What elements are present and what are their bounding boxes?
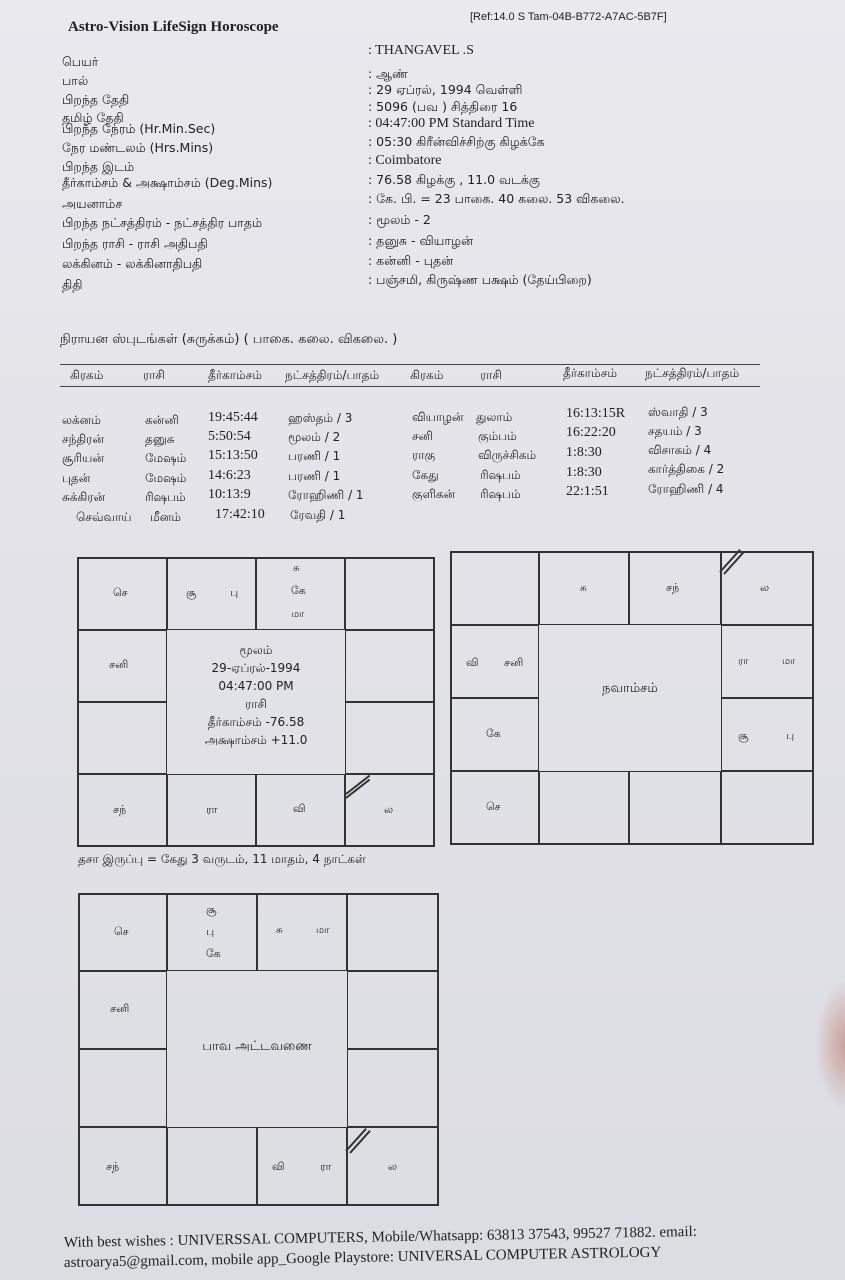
col-header: ராசி [143, 368, 165, 382]
star-cell: ரேவதி / 1 [290, 508, 346, 522]
detail-label: லக்கினம் - லக்கினாதிபதி [62, 256, 203, 271]
detail-label: பிறந்த ராசி - ராசி அதிபதி [62, 236, 208, 251]
detail-label: பிறந்த தேதி [62, 92, 130, 107]
rasi-house-4 [345, 558, 434, 630]
planet-label: ரா [738, 656, 749, 667]
planet-label: ல [760, 581, 770, 594]
navamsa-house-1 [451, 552, 539, 625]
planet-label: மா [782, 656, 796, 667]
planet-label: வி [272, 1160, 285, 1173]
col-header: தீர்காம்சம் [563, 366, 617, 380]
bhava-house-5 [79, 971, 167, 1049]
planet-label: வி [293, 802, 306, 815]
longitude-cell: 5:50:54 [208, 429, 251, 444]
planet-label: சந் [666, 581, 680, 594]
reference-code: [Ref:14.0 S Tam-04B-B772-A7AC-5B7F] [470, 11, 667, 23]
planet-label: சூ [186, 586, 197, 599]
longitude-cell: 19:45:44 [208, 410, 258, 425]
ascendant-marker [719, 549, 741, 573]
sign-cell: ரிஷபம் [145, 490, 186, 504]
planet-label: வி [466, 656, 479, 669]
navamsa-house-2 [539, 552, 629, 625]
star-cell: பரணி / 1 [288, 469, 341, 483]
planet-label: சு [580, 583, 587, 594]
brand-title: Astro-Vision LifeSign Horoscope [68, 19, 279, 35]
navamsa-house-12 [721, 771, 813, 844]
sign-cell: தனுசு [145, 432, 175, 446]
detail-value: : Coimbatore [368, 153, 442, 168]
navamsa-house-10 [539, 771, 629, 844]
planet-label: ல [384, 803, 394, 816]
detail-label: பால் [62, 73, 89, 88]
bhava-house-9 [79, 1127, 167, 1205]
bhava-house-11 [257, 1127, 347, 1205]
star-cell: சதயம் / 3 [648, 424, 702, 438]
longitude-cell: 1:8:30 [566, 465, 602, 480]
footer-line-2: astroarya5@gmail.com, mobile app_Google Playstore: UNIVERSAL COMPUTER ASTROLOGY [63, 1244, 662, 1271]
detail-label: பிறந்த நேரம் (Hr.Min.Sec) [62, 121, 216, 136]
star-cell: ரோஹிணி / 4 [648, 482, 724, 496]
table-top-rule [60, 364, 760, 365]
planet-cell: சுக்கிரன் [62, 490, 106, 504]
star-cell: மூலம் / 2 [288, 430, 341, 444]
sign-cell: மேஷம் [145, 471, 187, 485]
planet-label: பு [230, 586, 239, 599]
bhava-house-12 [347, 1127, 438, 1205]
planet-label: ல [388, 1160, 398, 1173]
detail-label: பெயர் [62, 54, 99, 69]
bhava-house-4 [347, 894, 438, 971]
rasi-house-6 [345, 630, 434, 702]
detail-value: : THANGAVEL .S [368, 43, 474, 58]
center-line: ராசி [245, 697, 267, 711]
col-header: நட்சத்திரம்/பாதம் [645, 366, 740, 380]
detail-label: தமிழ் தேதி [62, 110, 124, 125]
star-cell: ஸ்வாதி / 3 [648, 405, 708, 419]
detail-label: தீர்காம்சம் & அக்ஷாம்சம் (Deg.Mins) [62, 175, 273, 190]
rasi-house-8 [345, 702, 434, 774]
sign-cell: விருச்சிகம் [478, 448, 537, 462]
rasi-chart [77, 557, 435, 847]
center-line: அக்ஷாம்சம் +11.0 [204, 733, 308, 747]
finger-shadow [815, 980, 845, 1110]
detail-value: : 76.58 கிழக்கு , 11.0 வடக்கு [368, 172, 540, 187]
planet-cell: குளிகன் [412, 487, 456, 501]
navamsa-house-7 [451, 698, 539, 771]
rasi-house-10 [167, 774, 256, 846]
rasi-house-11 [256, 774, 345, 846]
planet-label: பு [206, 925, 215, 938]
navamsa-center-title: நவாம்சம் [602, 681, 658, 696]
longitude-cell: 15:13:50 [208, 448, 258, 463]
sign-cell: துலாம் [476, 410, 513, 424]
planet-label: சூ [206, 903, 217, 916]
rasi-house-5 [78, 630, 167, 702]
planet-label: சு [293, 563, 300, 574]
sign-cell: கும்பம் [478, 429, 517, 443]
sign-cell: மேஷம் [145, 451, 187, 465]
planet-label: செ [113, 586, 128, 599]
planet-label: ரா [320, 1160, 332, 1173]
center-line: 04:47:00 PM [218, 679, 294, 693]
planet-label: சனி [504, 656, 524, 669]
bhava-chart [78, 893, 439, 1206]
center-line: 29-ஏப்ரல்-1994 [211, 661, 301, 675]
navamsa-house-11 [629, 771, 721, 844]
navamsa-house-3 [629, 552, 721, 625]
detail-value: : கன்னி - புதன் [368, 253, 454, 268]
planet-label: சு [276, 925, 283, 936]
detail-label: பிறந்த நட்சத்திரம் - நட்சத்திர பாதம் [62, 215, 263, 230]
longitude-cell: 16:13:15R [566, 406, 626, 421]
planet-label: செ [114, 925, 129, 938]
col-header: ராசி [480, 368, 502, 382]
detail-label: திதி [62, 277, 83, 292]
bhava-house-1 [79, 894, 167, 971]
longitude-cell: 22:1:51 [566, 484, 609, 499]
star-cell: கார்த்திகை / 2 [648, 462, 725, 476]
bhava-center-title: பாவ அட்டவணை [202, 1039, 312, 1054]
detail-label: நேர மண்டலம் (Hrs.Mins) [62, 140, 214, 155]
detail-value: : 29 ஏப்ரல், 1994 வெள்ளி [368, 82, 523, 97]
detail-value: : கே. பி. = 23 பாகை. 40 கலை. 53 விகலை. [368, 191, 625, 206]
detail-value: : பஞ்சமி, கிருஷ்ண பக்ஷம் (தேய்பிறை) [368, 272, 592, 287]
planet-label: ரா [206, 803, 218, 816]
col-header: தீர்காம்சம் [208, 368, 262, 382]
planet-label: சந் [113, 803, 127, 816]
ascendant-marker [345, 775, 370, 795]
planet-cell: புதன் [62, 471, 91, 485]
longitude-cell: 16:22:20 [566, 425, 616, 440]
navamsa-house-9 [451, 771, 539, 844]
detail-value: : 04:47:00 PM Standard Time [368, 116, 535, 131]
navamsa-house-5 [451, 625, 539, 698]
planet-cell: வியாழன் [412, 410, 464, 424]
longitude-cell: 14:6:23 [208, 468, 251, 483]
sign-cell: மீனம் [150, 510, 181, 524]
rasi-house-2 [167, 558, 256, 630]
sign-cell: ரிஷபம் [480, 468, 521, 482]
detail-value: : 5096 (பவ ) சித்திரை 16 [368, 99, 518, 114]
footer-line-1: With best wishes : UNIVERSSAL COMPUTERS, Mobile/Whatsapp: 63813 37543, 99527 71882. email: [63, 1223, 698, 1251]
planet-label: சனி [109, 658, 129, 671]
rasi-house-12 [345, 774, 434, 846]
planet-cell: செவ்வாய் [76, 510, 132, 524]
detail-label: அயனாம்ச [62, 196, 123, 211]
planet-label: சந் [106, 1160, 120, 1173]
planet-cell: சந்திரன் [62, 432, 105, 446]
detail-value: : மூலம் - 2 [368, 212, 431, 227]
planet-label: மா [291, 609, 305, 620]
detail-value: : 05:30 கிரீன்விச்சிற்கு கிழக்கே [368, 134, 545, 149]
col-header: நட்சத்திரம்/பாதம் [285, 368, 380, 382]
star-cell: விசாகம் / 4 [648, 443, 712, 457]
longitude-cell: 17:42:10 [215, 507, 265, 522]
positions-title: நிராயன ஸ்புடங்கள் (சுருக்கம்) ( பாகை. கலை. விகலை. ) [60, 332, 398, 347]
bhava-house-8 [347, 1049, 438, 1127]
center-line: மூலம் [239, 643, 273, 657]
col-header: கிரகம் [70, 368, 104, 382]
rasi-house-3 [256, 558, 345, 630]
planet-label: மா [316, 925, 330, 936]
sign-cell: ரிஷபம் [480, 487, 521, 501]
planet-label: கே [206, 947, 221, 960]
star-cell: ஹஸ்தம் / 3 [288, 411, 353, 425]
rasi-house-9 [78, 774, 167, 846]
rasi-house-7 [78, 702, 167, 774]
planet-label: கே [486, 727, 501, 740]
navamsa-chart [450, 551, 814, 845]
star-cell: ரோஹிணி / 1 [288, 488, 364, 502]
planet-label: சனி [110, 1002, 130, 1015]
planet-label: கே [291, 584, 306, 597]
ascendant-marker [345, 1128, 367, 1152]
detail-label: பிறந்த இடம் [62, 159, 135, 174]
planet-label: சூ [738, 729, 749, 742]
bhava-house-10 [167, 1127, 257, 1205]
detail-value: : ஆண் [368, 66, 408, 81]
planet-cell: சூரியன் [62, 451, 105, 465]
planet-label: பு [786, 729, 795, 742]
planet-cell: கேது [412, 468, 439, 482]
navamsa-house-6 [721, 625, 813, 698]
planet-label: செ [486, 800, 501, 813]
rasi-center-info [167, 641, 345, 749]
rasi-house-1 [78, 558, 167, 630]
planet-cell: சனி [412, 429, 433, 443]
bhava-house-2 [167, 894, 257, 971]
bhava-house-3 [257, 894, 347, 971]
detail-value: : தனுசு - வியாழன் [368, 233, 474, 248]
col-header: கிரகம் [410, 368, 444, 382]
dasa-balance: தசா இருப்பு = கேது 3 வருடம், 11 மாதம், 4 நாட்கள் [78, 852, 366, 866]
planet-cell: ராகு [412, 448, 436, 462]
navamsa-house-8 [721, 698, 813, 771]
longitude-cell: 1:8:30 [566, 445, 602, 460]
longitude-cell: 10:13:9 [208, 487, 251, 502]
navamsa-house-4 [721, 552, 813, 625]
planet-cell: லக்னம் [62, 413, 101, 427]
bhava-house-6 [347, 971, 438, 1049]
center-line: தீர்காம்சம் -76.58 [207, 715, 305, 729]
sign-cell: கன்னி [145, 413, 179, 427]
star-cell: பரணி / 1 [288, 449, 341, 463]
table-header-rule [60, 386, 760, 387]
bhava-house-7 [79, 1049, 167, 1127]
